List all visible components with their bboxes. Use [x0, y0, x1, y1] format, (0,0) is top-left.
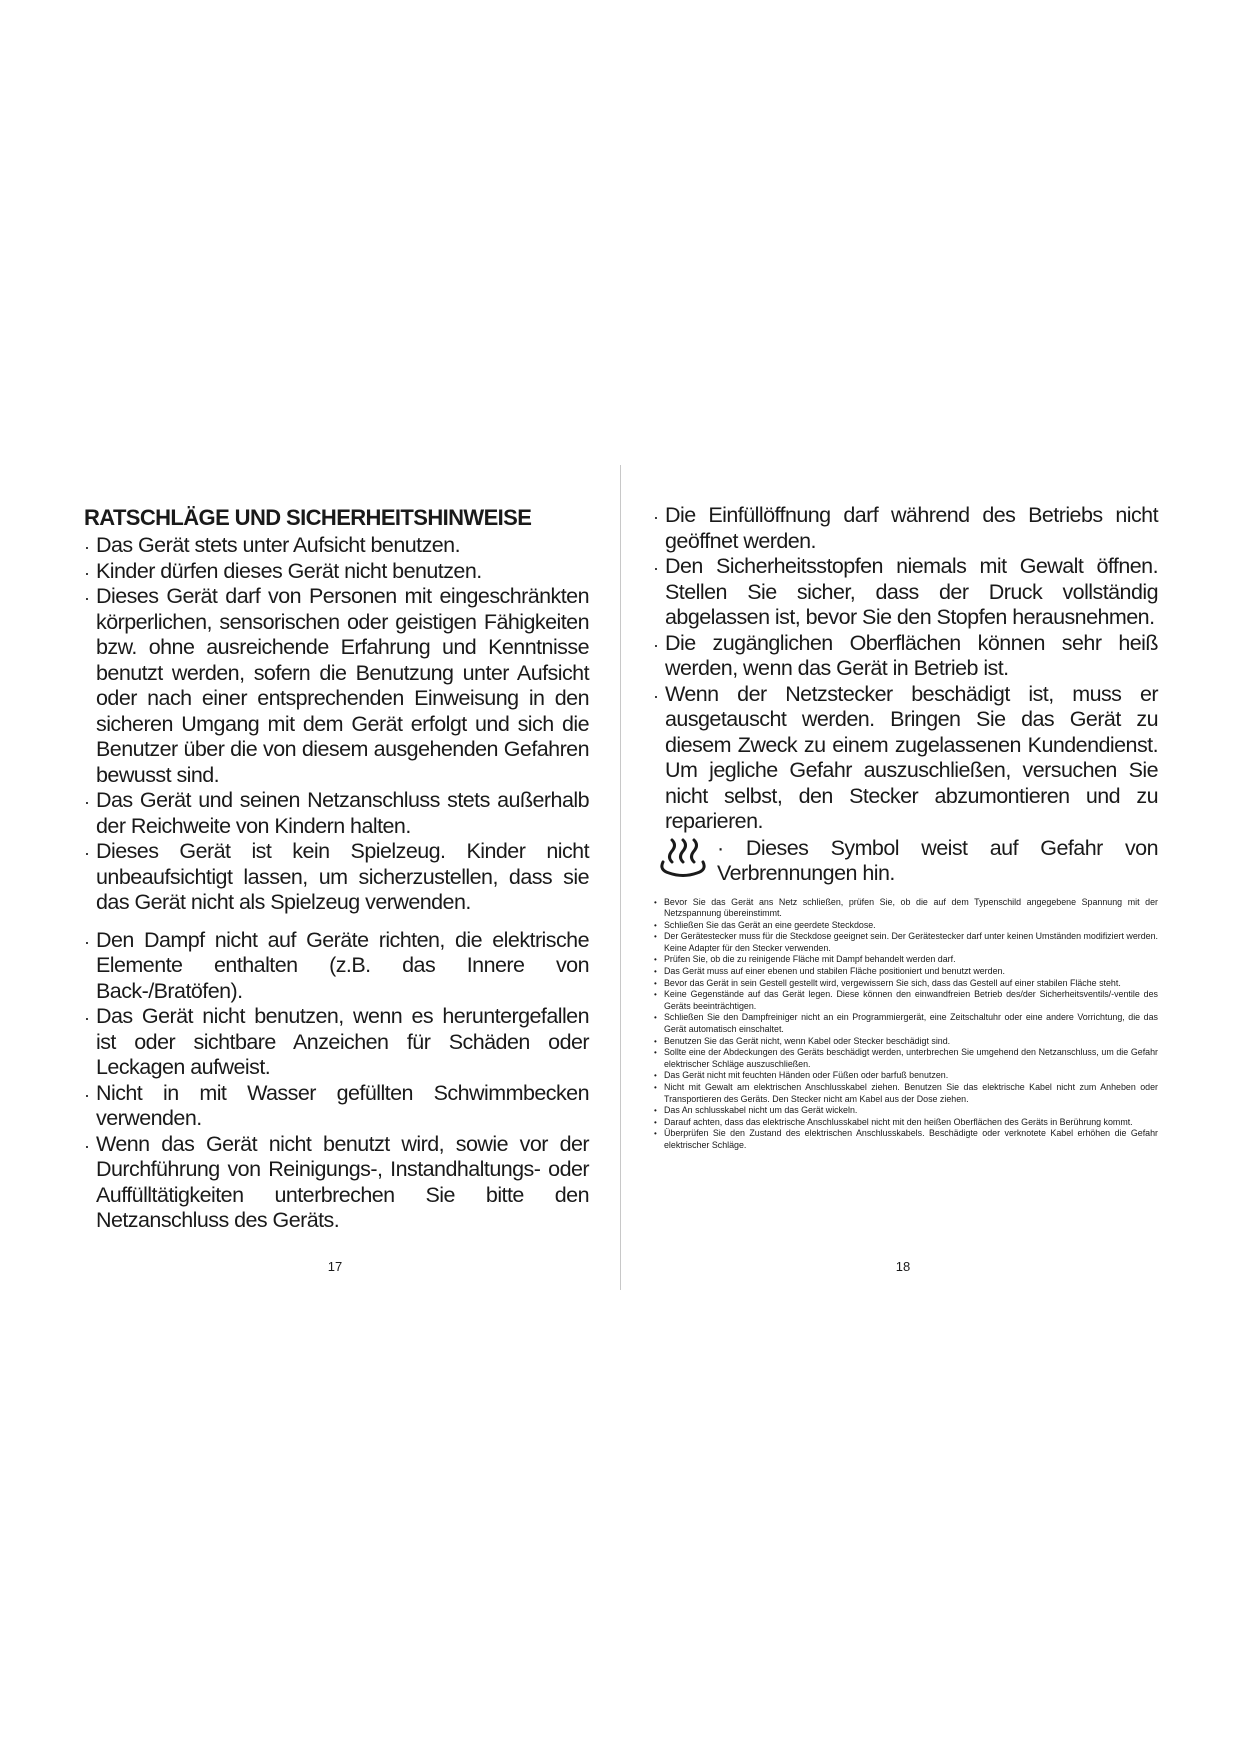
safety-list-left — [84, 533, 589, 1234]
section-title: RATSCHLÄGE UND SICHERHEITSHINWEISE — [84, 505, 532, 530]
small-list-item: • Das Gerät nicht mit feuchten Händen oder Füßen oder barfuß benutzen. — [653, 1070, 1158, 1082]
list-item: · Das Gerät nicht benutzen, wenn es heruntergefallen ist oder sichtbare Anzeichen für Schäden oder Leckagen aufweist. — [84, 1004, 589, 1081]
list-item: · Wenn das Gerät nicht benutzt wird, sowie vor der Durchführung von Reinigungs-, Instandhaltungs- oder Auffülltätigkeiten unterbrechen Sie bitte den Netzanschluss des Geräts. — [84, 1132, 589, 1234]
list-item: · Die zugänglichen Oberflächen können sehr heiß werden, wenn das Gerät in Betrieb ist. — [653, 631, 1158, 682]
small-list-item: • Der Gerätestecker muss für die Steckdose geeignet sein. Der Gerätestecker darf unter keinen Umständen modifiziert werden. Keine Adapter für den Stecker verwenden. — [653, 931, 1158, 954]
small-list-item: • Schließen Sie den Dampfreiniger nicht an ein Programmiergerät, eine Zeitschaltuhr oder eine andere Vorrichtung, die das Gerät automatisch einschaltet. — [653, 1012, 1158, 1035]
right-page — [653, 503, 1158, 1152]
small-list-item: • Darauf achten, dass das elektrische Anschlusskabel nicht mit den heißen Oberflächen des Geräts in Berührung kommt. — [653, 1117, 1158, 1129]
small-list-item: • Das An schlusskabel nicht um das Gerät wickeln. — [653, 1105, 1158, 1117]
safety-list-right — [653, 503, 1158, 835]
list-item: · Das Gerät stets unter Aufsicht benutzen. — [84, 533, 589, 559]
list-item: · Nicht in mit Wasser gefüllten Schwimmbecken verwenden. — [84, 1081, 589, 1132]
list-item: · Die Einfüllöffnung darf während des Betriebs nicht geöffnet werden. — [653, 503, 1158, 554]
hot-surface-icon — [655, 836, 711, 880]
burn-symbol-note — [653, 836, 1158, 887]
symbol-note-text: · Dieses Symbol weist auf Gefahr von Verbrennungen hin. — [717, 835, 1158, 885]
small-list-item: • Nicht mit Gewalt am elektrischen Anschlusskabel ziehen. Benutzen Sie das elektrische Kabel nicht zum Anheben oder Transportieren des Geräts. Den Stecker nicht am Kabel aus der Dose ziehen. — [653, 1082, 1158, 1105]
list-item: · Den Dampf nicht auf Geräte richten, die elektrische Elemente enthalten (z.B. das Innere von Back-/Bratöfen). — [84, 928, 589, 1005]
page-number-left: 17 — [327, 1259, 343, 1274]
small-safety-list — [653, 897, 1158, 1152]
page-divider — [620, 465, 621, 1290]
list-item: · Den Sicherheitsstopfen niemals mit Gewalt öffnen. Stellen Sie sicher, dass der Druck vollständig abgelassen ist, bevor Sie den Stopfen herausnehmen. — [653, 554, 1158, 631]
small-list-item: • Überprüfen Sie den Zustand des elektrischen Anschlusskabels. Beschädigte oder verknotete Kabel erhöhen die Gefahr elektrischer Schläge. — [653, 1128, 1158, 1151]
small-list-item: • Das Gerät muss auf einer ebenen und stabilen Fläche positioniert und benutzt werden. — [653, 966, 1158, 978]
small-list-item: • Bevor Sie das Gerät ans Netz schließen, prüfen Sie, ob die auf dem Typenschild angegebene Spannung mit der Netzspannung übereinstimmt. — [653, 897, 1158, 920]
small-list-item: • Sollte eine der Abdeckungen des Geräts beschädigt werden, unterbrechen Sie umgehend den Netzanschluss, um die Gefahr elektrischer Schläge auszuschließen. — [653, 1047, 1158, 1070]
list-item: · Dieses Gerät ist kein Spielzeug. Kinder nicht unbeaufsichtigt lassen, um sicherzustellen, dass sie das Gerät nicht als Spielzeug verwenden. — [84, 839, 589, 916]
small-list-item: • Prüfen Sie, ob die zu reinigende Fläche mit Dampf behandelt werden darf. — [653, 954, 1158, 966]
list-item: · Wenn der Netzstecker beschädigt ist, muss er ausgetauscht werden. Bringen Sie das Gerät zu diesem Zweck zu einem zugelassenen Kundendienst. Um jegliche Gefahr auszuschließen, versuchen Sie nicht selbst, den Stecker abzumontieren und zu reparieren. — [653, 682, 1158, 835]
small-list-item: • Keine Gegenstände auf das Gerät legen. Diese können den einwandfreien Betrieb des/der Sicherheitsventils/-ventile des Geräts beeinträchtigen. — [653, 989, 1158, 1012]
list-item: · Kinder dürfen dieses Gerät nicht benutzen. — [84, 559, 589, 585]
left-page — [84, 503, 589, 1234]
list-item: · Das Gerät und seinen Netzanschluss stets außerhalb der Reichweite von Kindern halten. — [84, 788, 589, 839]
list-item: · Dieses Gerät darf von Personen mit eingeschränkten körperlichen, sensorischen oder geistigen Fähigkeiten bzw. ohne ausreichende Erfahrung und Kenntnisse benutzt werden, sofern die Benutzung unter Aufsicht oder nach einer entsprechenden Einweisung in den sicheren Umgang mit dem Gerät erfolgt und sich die Benutzer über die von diesem ausgehenden Gefahren bewusst sind. — [84, 584, 589, 788]
small-list-item: • Bevor das Gerät in sein Gestell gestellt wird, vergewissern Sie sich, dass das Gestell auf einer stabilen Fläche steht. — [653, 978, 1158, 990]
small-list-item: • Benutzen Sie das Gerät nicht, wenn Kabel oder Stecker beschädigt sind. — [653, 1036, 1158, 1048]
small-list-item: • Schließen Sie das Gerät an eine geerdete Steckdose. — [653, 920, 1158, 932]
page-number-right: 18 — [895, 1259, 911, 1274]
